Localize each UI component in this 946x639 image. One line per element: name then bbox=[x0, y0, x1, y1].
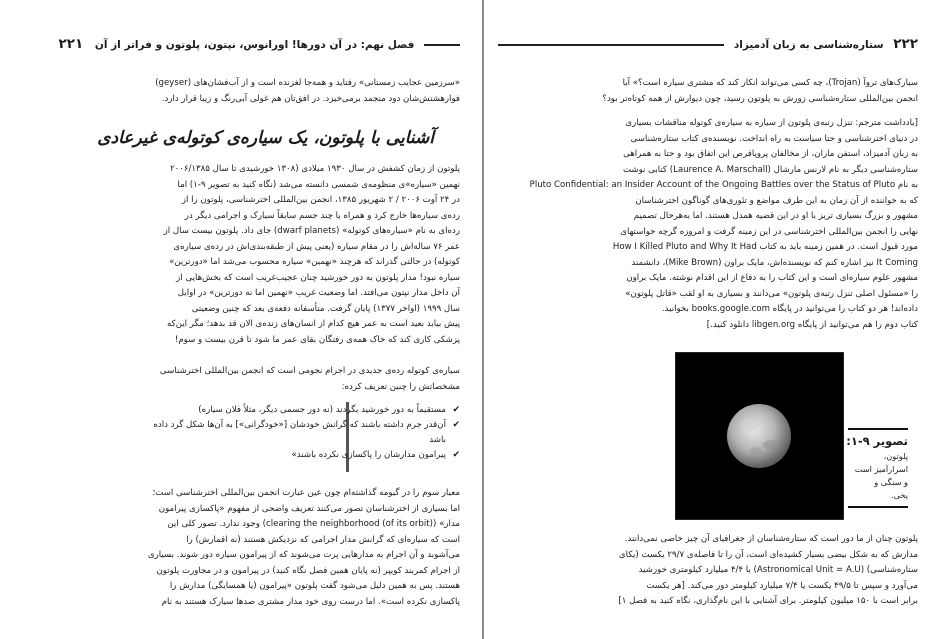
section-title: آشنایی با پلوتون، یک سیاره‌ی کوتوله‌ی غیرعادی bbox=[97, 128, 434, 148]
text-line: [یادداشت مترجم: تنزل رتبه‌ی پلوتون از سیاره به سیاره‌ی کوتوله مناقشات بسیاری bbox=[625, 118, 918, 128]
text-line: داده‌اند! هر دو کتاب را می‌توانید در پایگاه books.google.com بخوانید. bbox=[661, 304, 918, 314]
text-line: It Coming نیز اشاره کنم که نویسنده‌اش، مایک براون (Mike Brown)، دانشمند bbox=[631, 257, 918, 268]
translator-note bbox=[524, 116, 918, 333]
text-line: می‌آشوبد و آن اجرام به مدارهایی پرت می‌شوند که از پیرامون سیاره دور شوند. بسیاری bbox=[147, 550, 460, 560]
definition-text: پیرامون مدارشان را پاکسازی نکرده باشند» bbox=[291, 450, 446, 460]
right-paragraph-1 bbox=[524, 76, 918, 107]
text-line: مدارش که به شکل بیضی بسیار کشیده‌ای است، آن را تا فاصله‌ی ۲۹/۷ یکست (یکای bbox=[618, 549, 918, 560]
text-line: به زبان آدمیزاد، استفن ماران، از مخالفان پروپاقرص این اتفاق بود و حتا به همراهی bbox=[623, 149, 918, 159]
text-line: فوارهشتش‌شان دود منجمد برمی‌خیزد. در افق‌تان هم غولی آبی‌رنگ و زیبا قرار دارد. bbox=[161, 93, 460, 104]
caption-line: پلوتون، bbox=[883, 451, 908, 461]
caption-top-rule bbox=[848, 428, 908, 430]
right-running-head bbox=[518, 36, 918, 54]
text-line: مدار» (clearing the neighborhood (of its orbit)) وجود ندارد. تصور کلی این bbox=[167, 519, 460, 529]
right-page bbox=[484, 0, 946, 639]
text-line: در ۲۴ آوت ۲۰۰۶ / ۲ شهریور ۱۳۸۵، انجمن بین‌المللی اخترشناسی، پلوتون را از bbox=[181, 195, 460, 205]
text-line: کتاب دوم را هم می‌توانید از پایگاه libgen.org دانلود کنید.] bbox=[706, 319, 918, 330]
text-line: مورد قبول است. در همین زمینه باید به کتاب How I Killed Pluto and Why It Had bbox=[612, 242, 918, 252]
caption-bottom-rule bbox=[848, 506, 908, 508]
text-line: ستاره‌شناسی) (Astronomical Unit = A.U) یا ۴/۴ میلیارد کیلومتری خورشید bbox=[638, 565, 918, 575]
header-rule bbox=[498, 44, 724, 46]
text-line: انجمن بین‌المللی ستاره‌شناسی زورش به پلوتون رسید، چون دیوارش از همه کوتاه‌تر بود؟ bbox=[602, 93, 918, 104]
text-line: هستند. پس به همین دلیل می‌شود گفت پلوتون «پیرامون (یا همسایگی) مدارش را bbox=[169, 581, 460, 591]
text-line: پلوتون از زمان کشفش در سال ۱۹۳۰ میلادی (۱۳۰۸ خورشیدی تا سال ۲۰۰۶/۱۳۸۵ bbox=[170, 164, 460, 174]
text-line: مشخصاتش را چنین تعریف کرده: bbox=[341, 381, 460, 392]
text-line: رده‌ی سیاره‌ها خارج کرد و همراه با چند جسم سابقاً سیارک و اجرامی دیگر در bbox=[184, 210, 460, 221]
text-line: که به خواننده از آن زمان به این طرف مواضع و تئوری‌های گوناگون اخترشناسان bbox=[635, 195, 918, 206]
body-paragraph-3 bbox=[42, 486, 460, 610]
body-paragraph-2 bbox=[42, 364, 460, 395]
text-line: عمر ۷۶ ساله‌اش را در مقام سیاره (یعنی پیش از طبقه‌بندی‌اش در رده‌ی سیاره‌ی bbox=[173, 241, 460, 252]
text-line: سیاره نبود! مدار پلوتون به دور خورشید چنان عجیب‌غریب است که بخش‌هایی از bbox=[176, 272, 460, 283]
page-number: ۲۲۱ bbox=[58, 36, 84, 52]
text-line: را «مسئول اصلی تنزل رتبه‌ی پلوتون» می‌دانند و بسیاری به او لقب «قاتل پلوتون» bbox=[625, 288, 918, 299]
text-line: به نام Pluto Confidential: an Insider Account of the Ongoing Battles over the Status of Pluto bbox=[529, 180, 918, 190]
check-icon: ✔ bbox=[452, 405, 460, 415]
definition-item bbox=[140, 418, 460, 448]
caption-line: یخی. bbox=[891, 490, 908, 500]
definition-text: آن‌قدر جرم داشته باشند که گرانش خودشان [«خودگرانی»] به آن‌ها شکل گرد داده باشد bbox=[153, 420, 446, 445]
text-line: سال ۱۹۹۹ (اواخر ۱۳۷۷) پایان گرفت. متأسفانه دفعه‌ی بعد که چنین وضعیتی bbox=[191, 303, 460, 314]
figure-description bbox=[848, 450, 908, 502]
text-line: سیاره‌ی کوتوله رده‌ی جدیدی در اجرام نجومی است که انجمن بین‌المللی اخترشناسی bbox=[159, 366, 460, 376]
text-line: ستاره‌شناسی دیگر به نام لارنس مارشال (Laurence A. Marschall) کتابی نوشت bbox=[622, 164, 918, 175]
definition-item bbox=[140, 403, 460, 418]
text-line: آن داخل مدار نپتون می‌افتد. اما وضعیت غریب «نهمین اما نه دورترین» در اوایل bbox=[177, 288, 460, 298]
text-line: از اجرام کمربند کویپر (نه پایان همین فصل نگاه کنید) در پیرامون و در مجاورت پلوتون bbox=[156, 565, 460, 576]
definition-item bbox=[140, 448, 460, 463]
intro-paragraph bbox=[42, 76, 460, 107]
chapter-title: فصل نهم: در آن دورها! اورانوس، نپتون، پلوتون و فراتر از آن bbox=[94, 39, 415, 51]
text-line: برابر است با ۱۵۰ میلیون کیلومتر. برای آشنایی با این نام‌گذاری، نگاه کنید به فصل ۱] bbox=[618, 596, 918, 606]
text-line: سیارک‌های تروآ (Trojan)، چه کسی می‌تواند انکار کند که مشتری سیاره است؟» آیا bbox=[622, 78, 918, 88]
page-number: ۲۲۲ bbox=[893, 36, 918, 52]
text-line: پاکسازی نکرده است». اما درست روی خود مدار مشتری صدها سیارک هستند به نام bbox=[161, 596, 460, 607]
right-paragraph-3 bbox=[524, 532, 918, 610]
body-paragraph-1 bbox=[42, 162, 460, 348]
figure-title: تصویر ۹-۱: bbox=[846, 434, 908, 448]
book-title: ستاره‌شناسی به زبان آدمیزاد bbox=[733, 39, 884, 51]
definition-text: مستقیماً به دور خورشید بگردند (نه دور جسمی دیگر، مثلاً فلان سیاره) bbox=[198, 405, 446, 415]
figure-caption bbox=[848, 428, 908, 508]
text-line: کوتوله) در حالتی گذراند که هرچند «نهمین» سیاره محسوب می‌شد اما «دورترین» bbox=[169, 257, 460, 267]
check-icon: ✔ bbox=[452, 450, 460, 460]
text-line: معیار سوم را در گیومه گذاشته‌ام چون عین عبارت انجمن بین‌المللی اخترشناسی است؛ bbox=[152, 488, 460, 498]
text-line: مشهور علوم سیاره‌ای است و این کتاب را به دفاع از این اقدام نوشته. مایک براون bbox=[626, 273, 918, 283]
left-running-head bbox=[20, 36, 460, 54]
caption-line: و سنگی و bbox=[874, 477, 908, 487]
text-line: نهمین «سیاره»ی منظومه‌ی شمسی دانسته می‌شد (نگاه کنید به تصویر ۹-۱) اما bbox=[177, 179, 460, 190]
caption-line: اسرارآمیز است bbox=[854, 464, 908, 474]
text-line: پیش بیاید بعید است به عمر هیچ کدام از انسان‌های زنده‌ی الان قد بدهد؛ مگر این‌که bbox=[167, 319, 460, 329]
text-line: می‌آورد و سپس تا ۴۹/۵ یکست یا ۷/۴ میلیارد کیلومتر دور می‌کند. [هر یکست bbox=[646, 580, 918, 591]
text-line: پلوتون چنان از ما دور است که ستاره‌شناسان از جغرافیای آن چیز خاصی نمی‌دانند. bbox=[624, 534, 918, 544]
text-line: «سرزمین عجایب زمستانی» رفتاید و همه‌جا لغزنده است و از آب‌فشان‌های (geyser) bbox=[155, 78, 460, 88]
check-icon: ✔ bbox=[452, 420, 460, 430]
text-line: اما بسیاری از اخترشناسان تصور می‌کنند تعریف واضحی از مفهوم «پاکسازی پیرامون bbox=[158, 503, 460, 514]
text-line: مشهور و بزرگ بسیاری تریز با او در این قضیه همدل هستند. اما به‌هرحال تصمیم bbox=[633, 211, 918, 221]
text-line: رده‌ای به نام «سیاره‌های کوتوله» (dwarf planets) جای داد. پلوتون بیست سال از bbox=[163, 226, 460, 236]
text-line: است که سیاره‌ای که گرانش مدار اجرامی که نزدیکش هستند (نه اقمارش) را bbox=[186, 534, 460, 545]
pluto-disk bbox=[727, 404, 791, 468]
text-line: در دنیای اخترشناسی و حتا سیاست به راه انداخت. نویسنده‌ی کتاب ستاره‌شناسی bbox=[630, 133, 918, 144]
header-rule bbox=[424, 44, 460, 46]
definition-list bbox=[140, 403, 460, 463]
text-line: نهایی را انجمن بین‌المللی اخترشناسی در این زمینه گرفت و امروزه گرچه خواستهای bbox=[620, 226, 918, 237]
text-line: پزشکی کاری کند که خاک همه‌ی رفتگان بقای عمر ما شود تا قرن بیست و سوم! bbox=[174, 334, 460, 345]
pluto-image bbox=[675, 352, 844, 520]
